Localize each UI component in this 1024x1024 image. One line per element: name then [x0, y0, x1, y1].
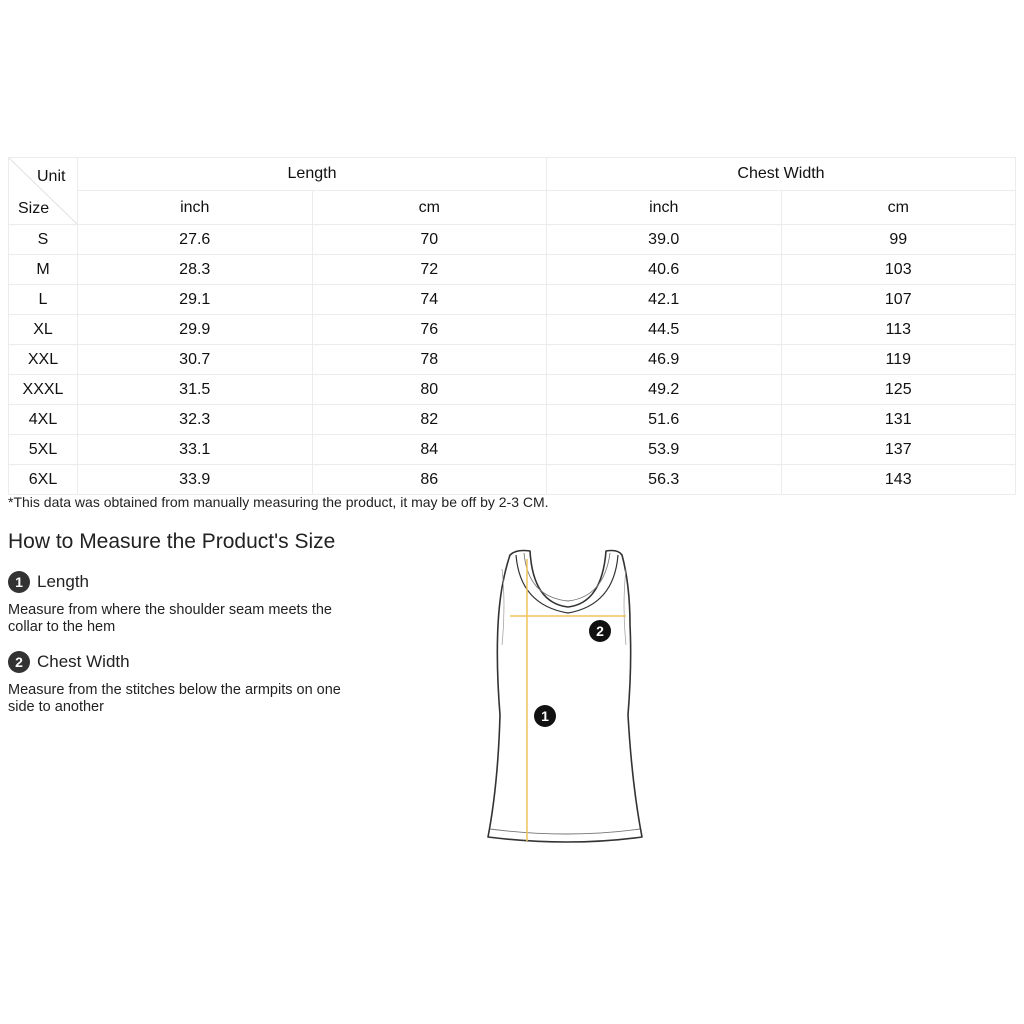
value-cell: 86: [312, 465, 547, 495]
value-cell: 103: [781, 255, 1016, 285]
value-cell: 28.3: [78, 255, 313, 285]
value-cell: 46.9: [547, 345, 782, 375]
value-cell: 99: [781, 225, 1016, 255]
value-cell: 76: [312, 315, 547, 345]
measure-item-length: [8, 571, 89, 593]
value-cell: 125: [781, 375, 1016, 405]
tank-top-outline: [488, 551, 642, 843]
table-row: [9, 345, 1016, 375]
value-cell: 49.2: [547, 375, 782, 405]
value-cell: 119: [781, 345, 1016, 375]
measure-item-label: Length: [37, 572, 89, 591]
size-cell: XL: [9, 315, 78, 345]
measure-item-description: Measure from the stitches below the armpits on one side to another: [8, 682, 341, 715]
corner-size-label: Size: [18, 200, 50, 217]
value-cell: 51.6: [547, 405, 782, 435]
value-cell: 72: [312, 255, 547, 285]
value-cell: 70: [312, 225, 547, 255]
value-cell: 29.9: [78, 315, 313, 345]
size-chart-table: [8, 157, 1016, 495]
unit-header: inch: [547, 191, 782, 225]
size-cell: L: [9, 285, 78, 315]
value-cell: 42.1: [547, 285, 782, 315]
measure-item-label: Chest Width: [37, 652, 130, 671]
marker-2: [589, 620, 611, 642]
size-cell: M: [9, 255, 78, 285]
table-row: [9, 435, 1016, 465]
tank-top-icon: [480, 545, 655, 850]
measure-item-chest-width: [8, 651, 130, 673]
value-cell: 80: [312, 375, 547, 405]
value-cell: 32.3: [78, 405, 313, 435]
value-cell: 84: [312, 435, 547, 465]
unit-header: inch: [78, 191, 313, 225]
value-cell: 39.0: [547, 225, 782, 255]
value-cell: 44.5: [547, 315, 782, 345]
size-cell: S: [9, 225, 78, 255]
table-row: [9, 405, 1016, 435]
value-cell: 33.1: [78, 435, 313, 465]
table-row: [9, 315, 1016, 345]
marker-1: [534, 705, 556, 727]
value-cell: 29.1: [78, 285, 313, 315]
table-body: [9, 225, 1016, 495]
value-cell: 143: [781, 465, 1016, 495]
number-badge: 2: [8, 651, 30, 673]
measure-section-title: How to Measure the Product's Size: [8, 530, 336, 553]
table-row: [9, 375, 1016, 405]
value-cell: 40.6: [547, 255, 782, 285]
table-row: [9, 255, 1016, 285]
table-row: [9, 225, 1016, 255]
size-cell: 5XL: [9, 435, 78, 465]
table-row: [9, 465, 1016, 495]
marker-2-label: 2: [596, 623, 604, 639]
value-cell: 113: [781, 315, 1016, 345]
unit-header: cm: [781, 191, 1016, 225]
value-cell: 107: [781, 285, 1016, 315]
measure-item-description: Measure from where the shoulder seam meets the collar to the hem: [8, 602, 332, 635]
measurement-note: *This data was obtained from manually measuring the product, it may be off by 2-3 CM.: [8, 494, 549, 510]
value-cell: 53.9: [547, 435, 782, 465]
value-cell: 56.3: [547, 465, 782, 495]
number-badge: 1: [8, 571, 30, 593]
corner-unit-label: Unit: [37, 168, 66, 185]
size-cell: XXL: [9, 345, 78, 375]
group-header-chest-width: Chest Width: [547, 158, 1016, 191]
group-header-length: Length: [78, 158, 547, 191]
table-row: [9, 285, 1016, 315]
value-cell: 27.6: [78, 225, 313, 255]
value-cell: 131: [781, 405, 1016, 435]
value-cell: 30.7: [78, 345, 313, 375]
size-cell: XXXL: [9, 375, 78, 405]
size-cell: 6XL: [9, 465, 78, 495]
value-cell: 31.5: [78, 375, 313, 405]
size-cell: 4XL: [9, 405, 78, 435]
unit-header: cm: [312, 191, 547, 225]
value-cell: 137: [781, 435, 1016, 465]
value-cell: 33.9: [78, 465, 313, 495]
marker-1-label: 1: [541, 708, 549, 724]
table-corner-cell: [9, 158, 78, 225]
value-cell: 78: [312, 345, 547, 375]
value-cell: 82: [312, 405, 547, 435]
value-cell: 74: [312, 285, 547, 315]
